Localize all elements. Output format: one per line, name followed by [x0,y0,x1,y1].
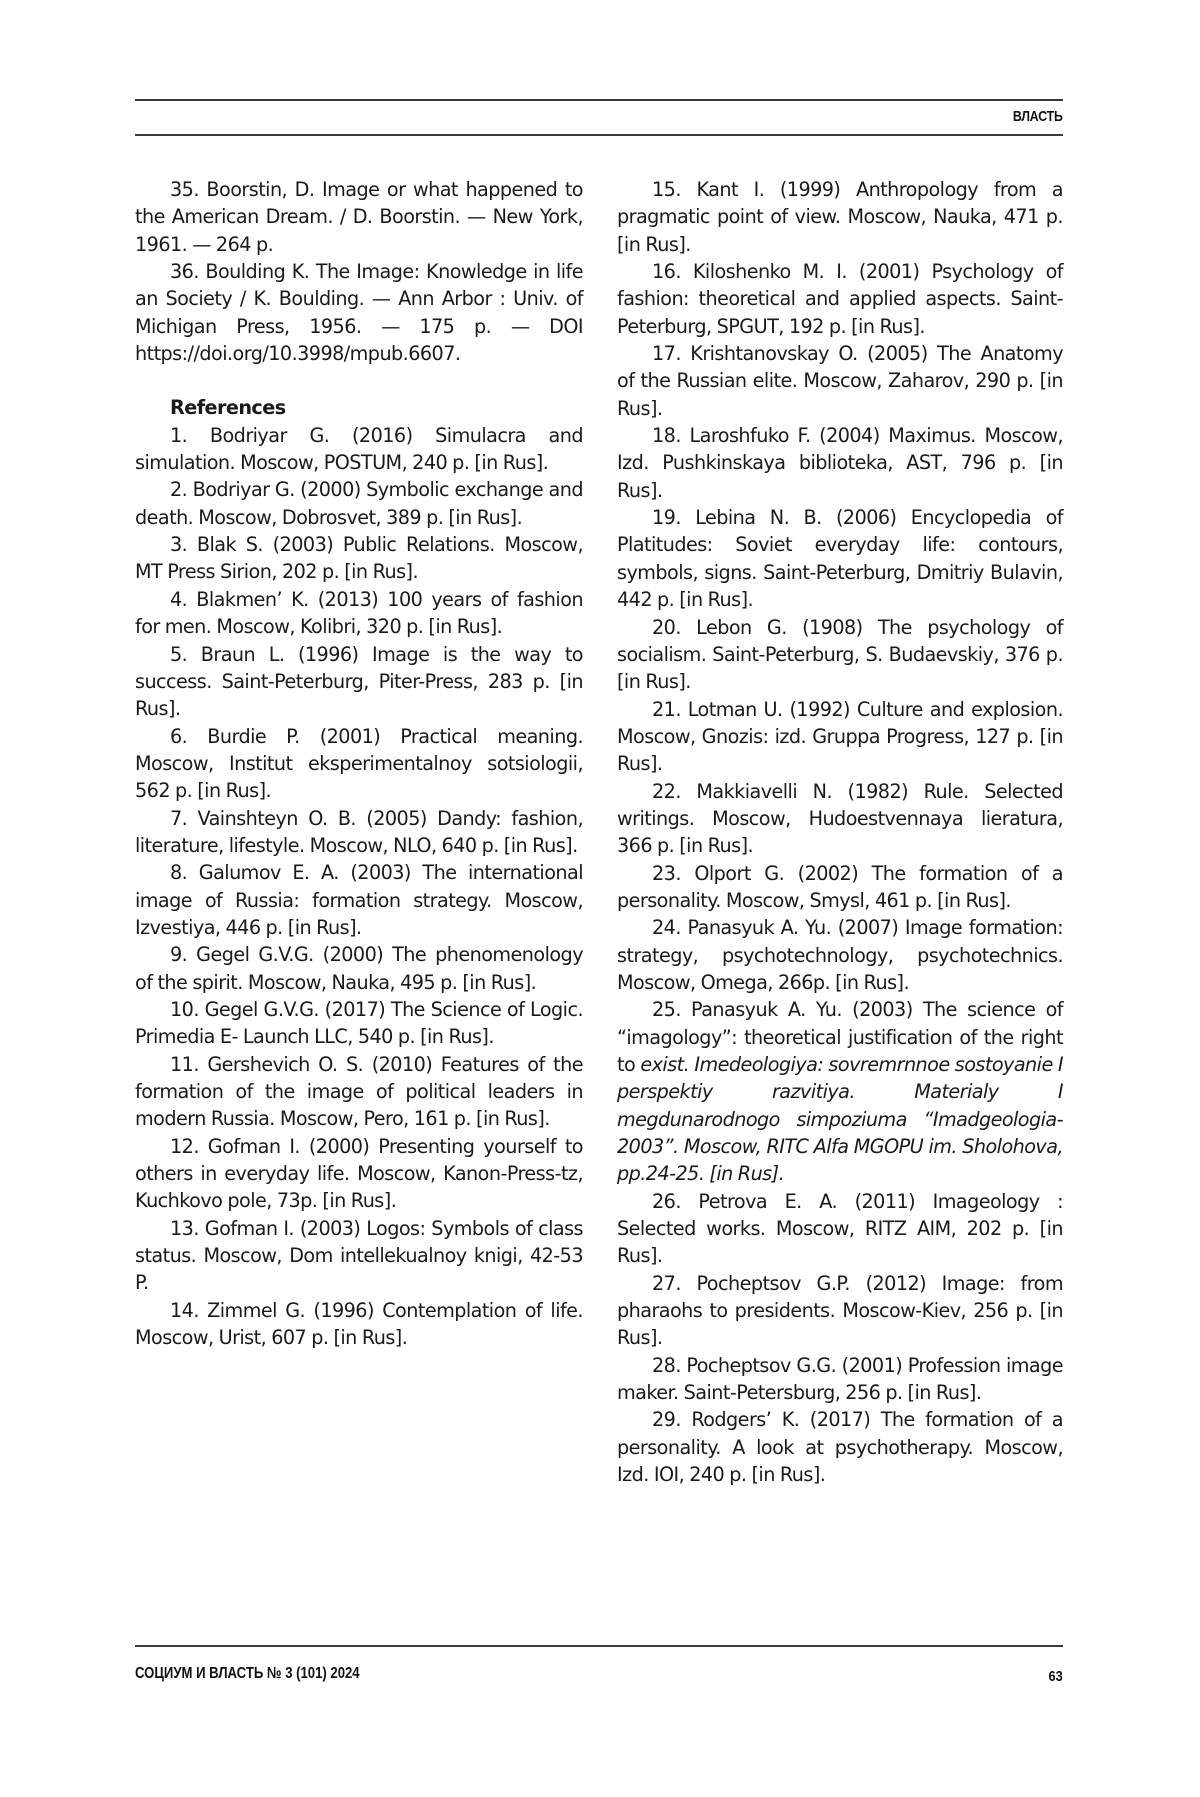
page-number: 63 [1048,1668,1063,1685]
right-column [617,176,1063,1489]
reference-item: 8. Galumov E. A. (2003) The international image of Russia: formation strategy. Moscow, Izvestiya, 446 p. [in Rus]. [135,861,583,939]
reference-item: 29. Rodgers’ K. (2017) The formation of a personality. A look at psychotherapy. Moscow, Izd. IOI, 240 p. [in Rus]. [617,1408,1063,1487]
reference-item: 27. Pocheptsov G.P. (2012) Image: from pharaohs to presidents. Moscow-Kiev, 256 p. [in Rus]. [617,1271,1063,1350]
reference-item: 1. Bodriyar G. (2016) Simulacra and simulation. Moscow, POSTUM, 240 p. [in Rus]. [135,423,583,475]
references-heading: References [170,396,286,420]
header-rule-bottom [135,134,1063,136]
reference-item: 6. Burdie P. (2001) Practical meaning. Moscow, Institut eksperimentalnoy sotsiologii, 562 p. [in Rus]. [135,724,583,803]
reference-25-roman: 25. Panasyuk A. Yu. (2003) The science of “imagology”: theoretical justification of the right to [617,998,1063,1076]
reference-item: 19. Lebina N. B. (2006) Encyclopedia of Platitudes: Soviet everyday life: contours, symbols, signs. Saint-Peterburg, Dmitriy Bulavin, 442 p. [in Rus]. [617,506,1063,612]
reference-item: 28. Pocheptsov G.G. (2001) Profession image maker. Saint-Petersburg, 256 p. [in Rus]. [617,1353,1063,1405]
reference-item: 20. Lebon G. (1908) The psychology of socialism. Saint-Peterburg, S. Budaevskiy, 376 p. [in Rus]. [617,615,1063,694]
header-rule-top [135,99,1063,101]
reference-item: 22. Makkiavelli N. (1982) Rule. Selected writings. Moscow, Hudoestvennaya lieratura, 366 p. [in Rus]. [617,779,1063,858]
reference-item: 21. Lotman U. (1992) Culture and explosion. Moscow, Gnozis: izd. Gruppa Progress, 127 p. [in Rus]. [617,697,1063,776]
reference-25-italic: exist. Imedeologiya: sovremrnnoe sostoyanie I perspektiy razvitiya. Materialy I megdunarodnogo simpoziuma “Imadgeologia-2003”. Moscow, RITC Alfa MGOPU im. Sholohova, pp.24-25. [in Rus]. [617,1053,1063,1186]
reference-item: 16. Kiloshenko M. I. (2001) Psychology of fashion: theoretical and applied aspects. Saint-Peterburg, SPGUT, 192 p. [in Rus]. [617,260,1063,338]
literature-item-35: 35. Boorstin, D. Image or what happened to the American Dream. / D. Boorstin. — New York, 1961. — 264 p. [135,178,583,256]
footer-journal-title: СОЦИУМ И ВЛАСТЬ № 3 (101) 2024 [135,1665,360,1682]
running-header-title: ВЛАСТЬ [1013,108,1063,125]
literature-item-36: 36. Boulding K. The Image: Knowledge in life an Society / K. Boulding. — Ann Arbor : Univ. of Michigan Press, 1956. — 175 p. — DOI https://doi.org/10.3998/mpub.6607. [135,260,583,366]
reference-item: 9. Gegel G.V.G. (2000) The phenomenology of the spirit. Moscow, Nauka, 495 p. [in Rus]. [135,943,583,994]
reference-item-25 [617,996,1063,1187]
reference-item: 23. Olport G. (2002) The formation of a personality. Moscow, Smysl, 461 p. [in Rus]. [617,861,1063,912]
reference-item: 13. Gofman I. (2003) Logos: Symbols of class status. Moscow, Dom intellekualnoy knigi, 42-53 P. [135,1216,583,1295]
reference-item: 14. Zimmel G. (1996) Contemplation of life. Moscow, Urist, 607 p. [in Rus]. [135,1298,583,1350]
reference-item: 11. Gershevich O. S. (2010) Features of the formation of the image of political leaders in modern Russia. Moscow, Pero, 161 p. [in Rus]. [135,1052,583,1131]
left-column [135,176,583,1351]
footer-rule [135,1645,1063,1647]
reference-item: 17. Krishtanovskay O. (2005) The Anatomy of the Russian elite. Moscow, Zaharov, 290 p. [in Rus]. [617,342,1063,420]
reference-item: 2. Bodriyar G. (2000) Symbolic exchange and death. Moscow, Dobrosvet, 389 p. [in Rus]. [135,478,583,529]
reference-item: 24. Panasyuk A. Yu. (2007) Image formation: strategy, psychotechnology, psychotechnics. Moscow, Omega, 266p. [in Rus]. [617,916,1063,994]
reference-item: 7. Vainshteyn O. B. (2005) Dandy: fashion, literature, lifestyle. Moscow, NLO, 640 p. [in Rus]. [135,806,583,857]
reference-item: 4. Blakmen’ K. (2013) 100 years of fashion for men. Moscow, Kolibri, 320 p. [in Rus]. [135,587,583,639]
reference-item: 15. Kant I. (1999) Anthropology from a pragmatic point of view. Moscow, Nauka, 471 p. [in Rus]. [617,178,1063,256]
reference-item: 10. Gegel G.V.G. (2017) The Science of Logic. Primedia E- Launch LLC, 540 p. [in Rus]. [135,997,583,1049]
reference-item: 26. Petrova E. A. (2011) Imageology : Selected works. Moscow, RITZ AIM, 202 p. [in Rus]. [617,1189,1063,1268]
reference-item: 5. Braun L. (1996) Image is the way to success. Saint-Peterburg, Piter-Press, 283 p. [in Rus]. [135,642,583,721]
reference-item: 12. Gofman I. (2000) Presenting yourself to others in everyday life. Moscow, Kanon-Press-tz, Kuchkovo pole, 73p. [in Rus]. [135,1134,583,1213]
reference-item: 3. Blak S. (2003) Public Relations. Moscow, MT Press Sirion, 202 p. [in Rus]. [135,533,583,584]
reference-item: 18. Laroshfuko F. (2004) Maximus. Moscow, Izd. Pushkinskaya biblioteka, AST, 796 p. [in Rus]. [617,424,1063,502]
